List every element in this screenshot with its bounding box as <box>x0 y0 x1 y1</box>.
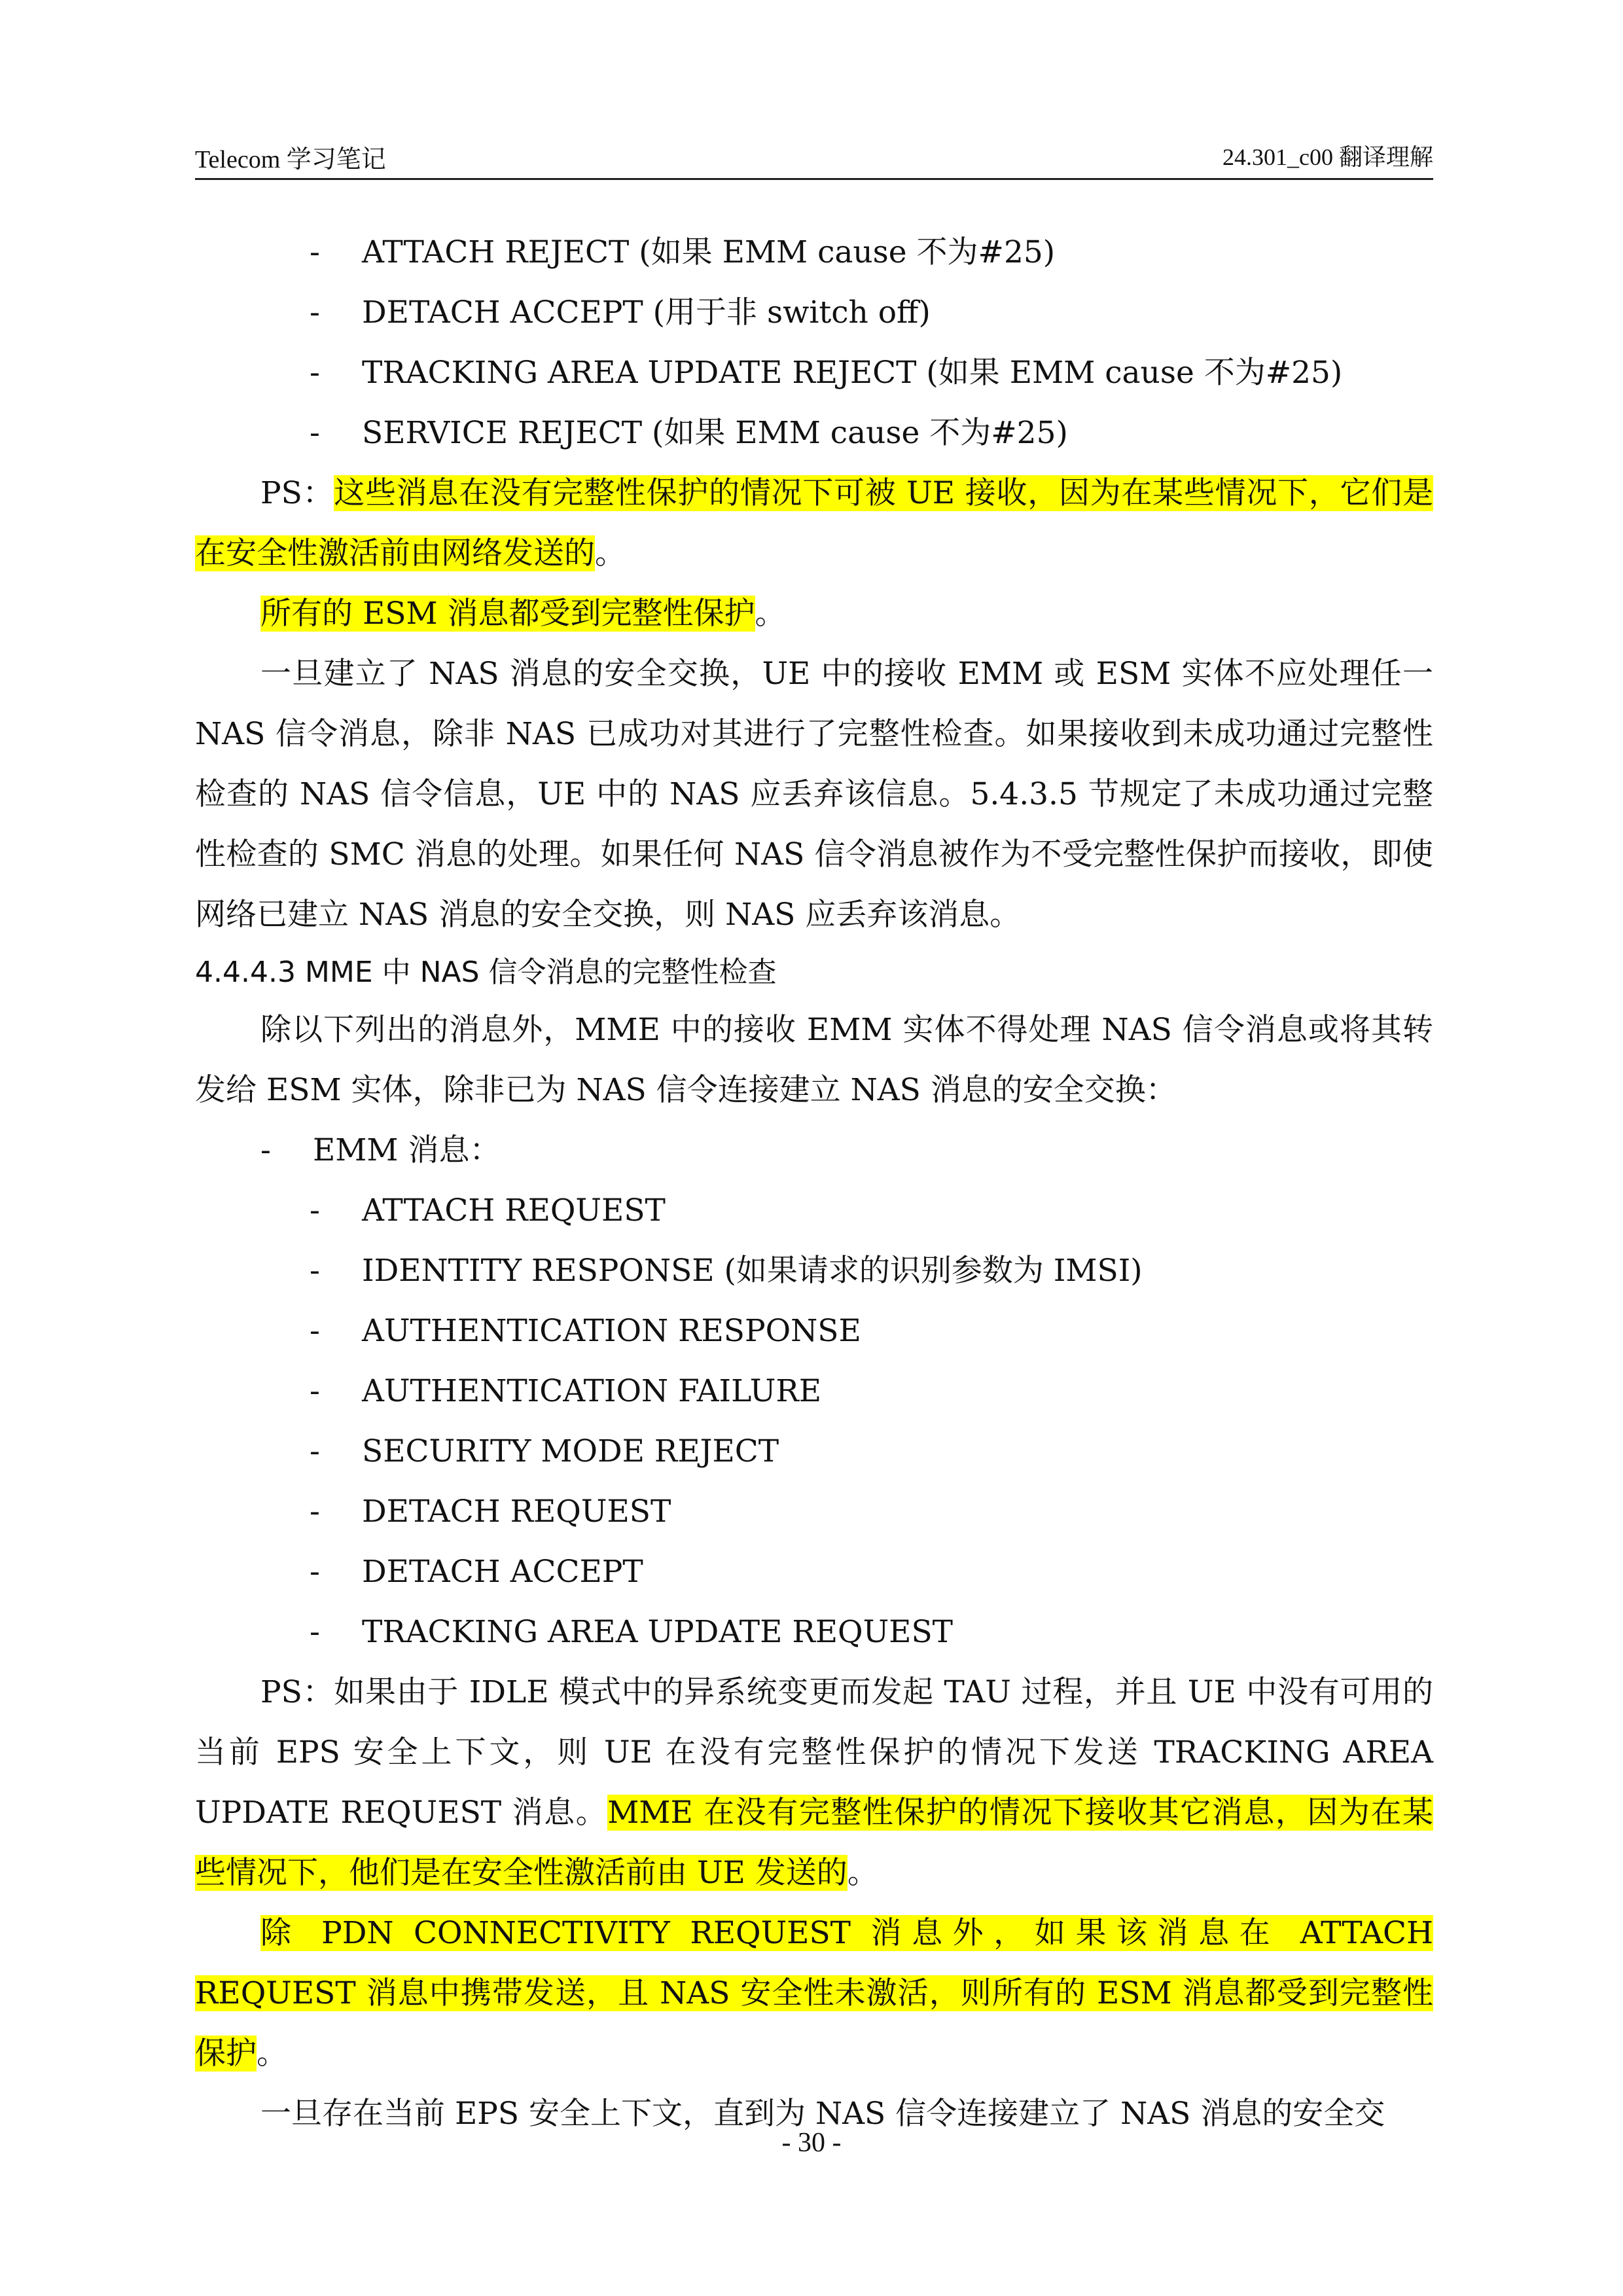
list-item: - SERVICE REJECT (如果 EMM cause 不为#25) <box>310 415 1068 451</box>
section-heading: 4.4.4.3 MME 中 NAS 信令消息的完整性检查 <box>195 956 777 989</box>
page-header <box>195 135 1433 180</box>
list-item: - IDENTITY RESPONSE (如果请求的识别参数为 IMSI) <box>310 1253 1143 1289</box>
list-item: - ATTACH REQUEST <box>310 1193 666 1229</box>
list-item-text: ATTACH REQUEST <box>362 1193 666 1229</box>
list-item: - TRACKING AREA UPDATE REQUEST <box>310 1614 954 1650</box>
list-item-text: DETACH ACCEPT (用于非 switch off) <box>362 295 931 331</box>
document-body <box>195 223 1433 2144</box>
list-item-text: SERVICE REJECT (如果 EMM cause 不为#25) <box>362 415 1068 451</box>
esm-protection-note: 所有的 ESM 消息都受到完整性保护。 <box>260 596 786 632</box>
list-item-text: AUTHENTICATION FAILURE <box>362 1373 822 1409</box>
ps-note-network: PS：这些消息在没有完整性保护的情况下可被 UE 接收，因为在某些情况下，它们是在安全性激活前由网络发送的。 <box>195 475 1433 571</box>
list-item-text: IDENTITY RESPONSE (如果请求的识别参数为 IMSI) <box>362 1253 1143 1289</box>
list-item-text: SECURITY MODE REJECT <box>362 1433 779 1469</box>
list-item: - DETACH REQUEST <box>310 1494 671 1530</box>
reject-message-list <box>195 223 1433 463</box>
highlighted-text: 所有的 ESM 消息都受到完整性保护 <box>260 596 755 632</box>
list-item-text: ATTACH REJECT (如果 EMM cause 不为#25) <box>362 234 1056 270</box>
list-item: - DETACH ACCEPT <box>310 1554 643 1590</box>
list-item: - ATTACH REJECT (如果 EMM cause 不为#25) <box>310 234 1056 270</box>
list-item: - AUTHENTICATION RESPONSE <box>310 1313 861 1349</box>
list-item-text: TRACKING AREA UPDATE REQUEST <box>362 1614 954 1650</box>
highlighted-text: MME 在没有完整性保护的情况下接收其它消息，因为在某些情况下，他们是在安全性激活前由 UE 发送的 <box>195 1795 1433 1891</box>
ue-integrity-check-paragraph: 一旦建立了 NAS 消息的安全交换，UE 中的接收 EMM 或 ESM 实体不应处理任一 NAS 信令消息，除非 NAS 已成功对其进行了完整性检查。如果接收到未成功通过完整性检查的 NAS 信令信息，UE 中的 NAS 应丢弃该信息。5.4.3.5 节规定了未成功通过完整性检查的 SMC 消息的处理。如果任何 NAS 信令消息被作为不受完整性保护而接收，即使网络已建立 NAS 消息的安全交换，则 NAS 应丢弃该消息。 <box>195 656 1433 933</box>
highlighted-text: 这些消息在没有完整性保护的情况下可被 UE 接收，因为在某些情况下，它们是在安全性激活前由网络发送的 <box>195 475 1433 571</box>
esm-pdn-note: 除 PDN CONNECTIVITY REQUEST 消息外，如果该消息在 ATTACH REQUEST 消息中携带发送，且 NAS 安全性未激活，则所有的 ESM 消息都受到完整性保护。 <box>195 1915 1433 2072</box>
trailing-paragraph: 一旦存在当前 EPS 安全上下文，直到为 NAS 信令连接建立了 NAS 消息的安全交 <box>260 2096 1385 2132</box>
header-doc-ref: 24.301_c00 翻译理解 <box>1222 144 1433 170</box>
list-item: - DETACH ACCEPT (用于非 switch off) <box>310 295 931 331</box>
list-item-text: DETACH REQUEST <box>362 1494 671 1530</box>
emm-list-label: - EMM 消息： <box>260 1132 501 1168</box>
list-item-text: AUTHENTICATION RESPONSE <box>362 1313 861 1349</box>
list-item: - AUTHENTICATION FAILURE <box>310 1373 822 1409</box>
list-item: - TRACKING AREA UPDATE REJECT (如果 EMM cause 不为#25) <box>310 355 1343 391</box>
emm-message-list <box>195 1181 1433 1662</box>
mme-intro-paragraph: 除以下列出的消息外，MME 中的接收 EMM 实体不得处理 NAS 信令消息或将其转发给 ESM 实体，除非已为 NAS 信令连接建立 NAS 消息的安全交换： <box>195 1012 1433 1108</box>
list-item-text: DETACH ACCEPT <box>362 1554 643 1590</box>
page-number: - 30 - <box>781 2128 842 2158</box>
ps-note-tau: PS：如果由于 IDLE 模式中的异系统变更而发起 TAU 过程，并且 UE 中没有可用的当前 EPS 安全上下文，则 UE 在没有完整性保护的情况下发送 TRACKING AREA UPDATE REQUEST 消息。MME 在没有完整性保护的情况下接收其它消息，因为在某些情况下，他们是在安全性激活前由 UE 发送的。 <box>195 1674 1433 1891</box>
header-title: Telecom 学习笔记 <box>195 146 386 173</box>
list-item-text: TRACKING AREA UPDATE REJECT (如果 EMM cause 不为#25) <box>362 355 1343 391</box>
list-item: - SECURITY MODE REJECT <box>310 1433 779 1469</box>
highlighted-text: 除 PDN CONNECTIVITY REQUEST 消息外，如果该消息在 ATTACH REQUEST 消息中携带发送，且 NAS 安全性未激活，则所有的 ESM 消息都受到完整性保护 <box>195 1915 1433 2072</box>
